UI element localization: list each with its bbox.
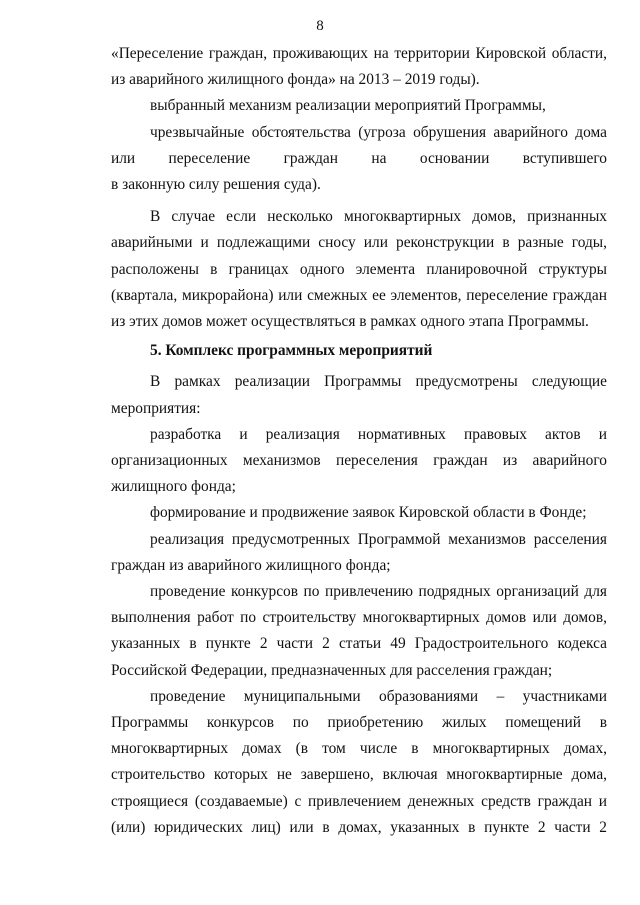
- list-item-housing-tenders: проведение муниципальными образованиями – участниками Программы конкурсов по приобретению жилых помещений в многоквартирных домах (в том числе в многоквартирных домах, строительство которых не завершено, включая многоквартирные дома, строящиеся (создаваемые) с привлечением денежных средств граждан и (или) юридических лиц) или в домах, указанных в пункте 2 части 2: [111, 687, 607, 836]
- paragraph-intro: В рамках реализации Программы предусмотрены следующие мероприятия:: [111, 373, 607, 417]
- paragraph-emergency-end: в законную силу решения суда).: [111, 176, 321, 194]
- paragraph-program-title: «Переселение граждан, проживающих на территории Кировской области, из аварийного жилищного фонда» на 2013 – 2019 годы).: [111, 45, 607, 89]
- paragraph-mechanism: выбранный механизм реализации мероприятий Программы,: [150, 97, 546, 115]
- page-number: 8: [316, 18, 324, 34]
- list-item-resettlement: реализация предусмотренных Программой механизмов расселения граждан из аварийного жилищного фонда;: [111, 530, 607, 574]
- list-item-applications: формирование и продвижение заявок Кировской области в Фонде;: [150, 504, 587, 522]
- paragraph-multiple-houses: В случае если несколько многоквартирных домов, признанных аварийными и подлежащими сносу или реконструкции в разные годы, расположены в границах одного элемента планировочной структуры (квартала, микрорайона) или смежных ее элементов, переселение граждан из этих домов может осуществляться в рамках одного этапа Программы.: [111, 208, 607, 331]
- paragraph-emergency: чрезвычайные обстоятельства (угроза обрушения аварийного дома или переселение граждан на основании вступившего: [111, 123, 607, 167]
- section-heading: 5. Комплекс программных мероприятий: [150, 342, 433, 360]
- list-item-contractor-tenders: проведение конкурсов по привлечению подрядных организаций для выполнения работ по строительству многоквартирных домов или домов, указанных в пункте 2 части 2 статьи 49 Градостроительного кодекса Российской Федерации, предназначенных для расселения граждан;: [111, 583, 607, 679]
- list-item-regulations: разработка и реализация нормативных правовых актов и организационных механизмов переселения граждан из аварийного жилищного фонда;: [111, 425, 607, 496]
- document-body: [111, 41, 607, 841]
